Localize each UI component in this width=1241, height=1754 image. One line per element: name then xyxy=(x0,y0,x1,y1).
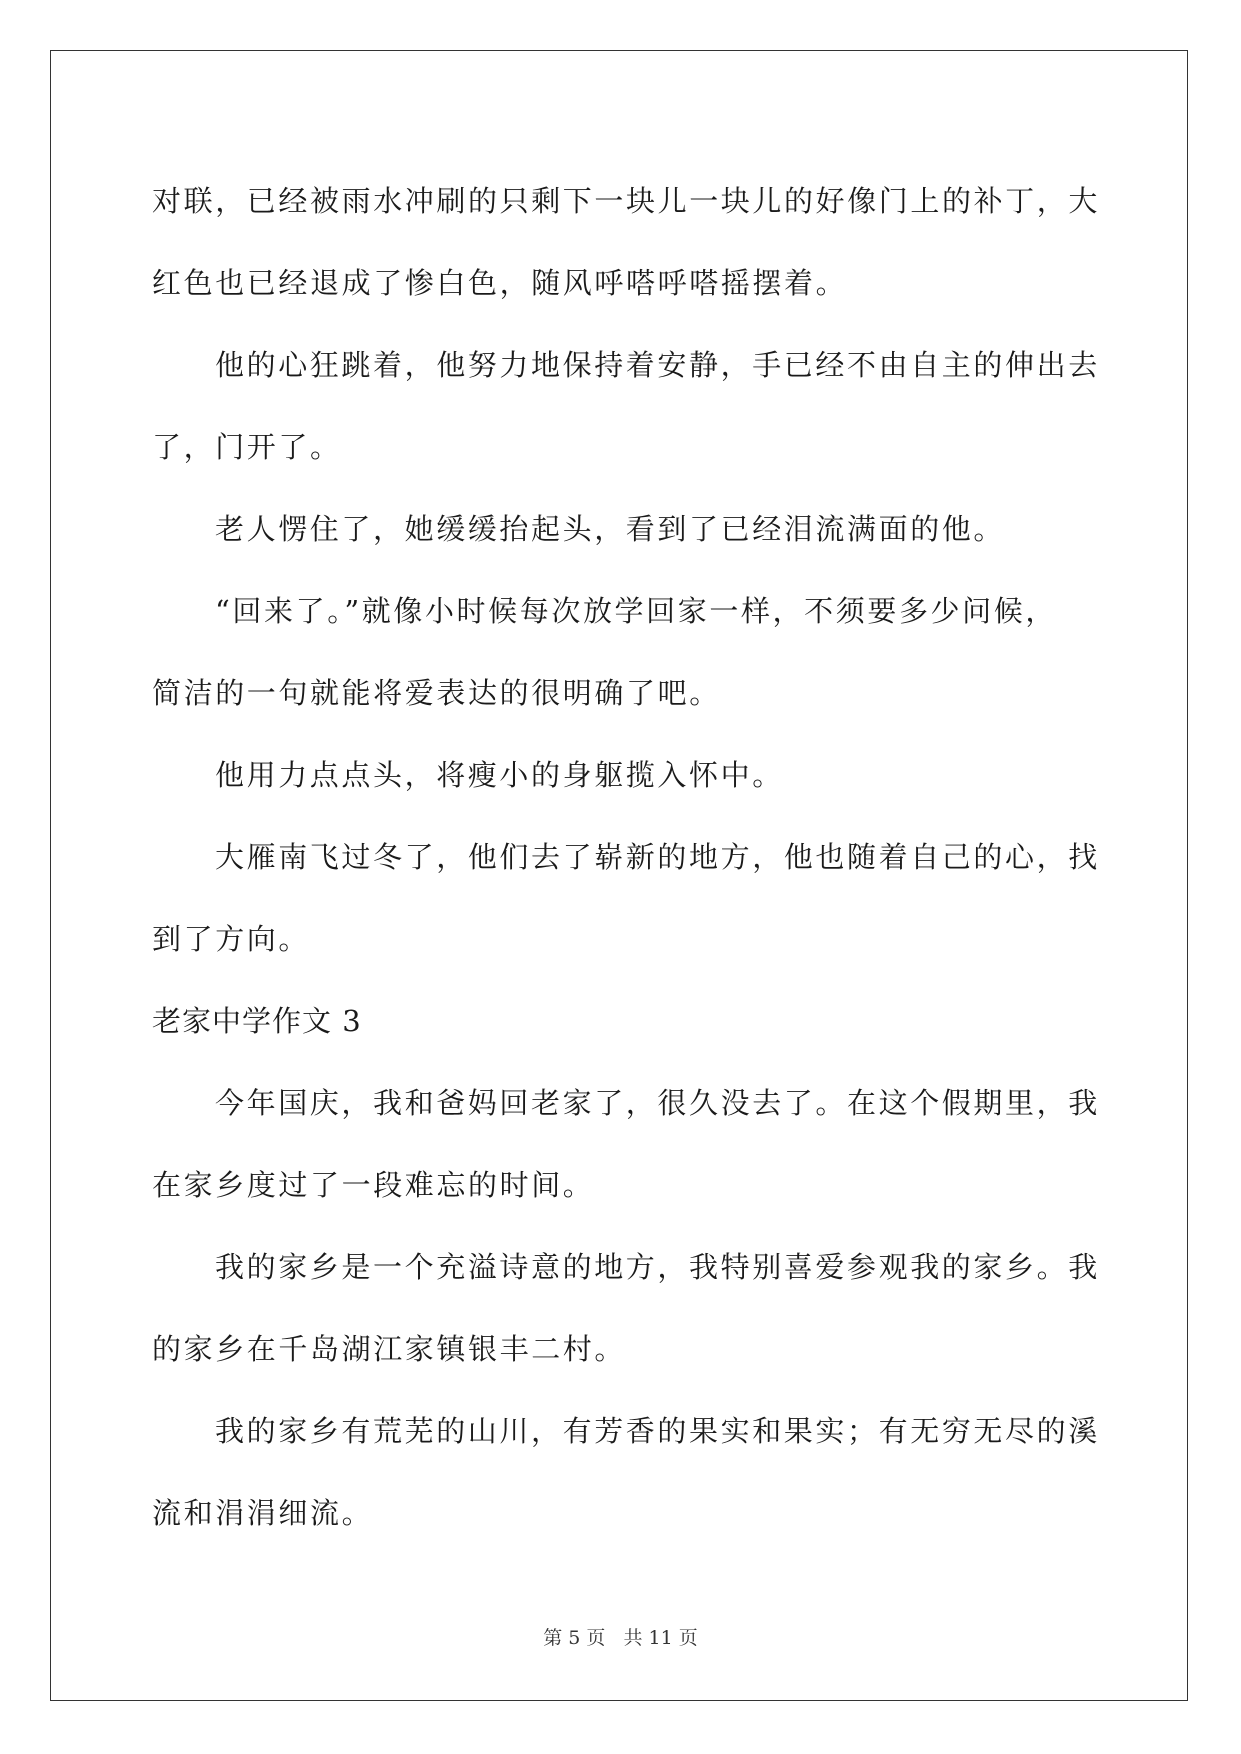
text-line: 今年国庆，我和爸妈回老家了，很久没去了。在这个假期里，我 xyxy=(215,1086,1100,1120)
page-number-current: 第 5 页 xyxy=(543,1627,606,1649)
text-line: 大雁南飞过冬了，他们去了崭新的地方，他也随着自己的心，找 xyxy=(215,840,1100,874)
text-line: 流和涓涓细流。 xyxy=(152,1496,374,1530)
section-heading: 老家中学作文 3 xyxy=(152,1004,362,1038)
text-line: 他用力点点头，将瘦小的身躯揽入怀中。 xyxy=(215,758,784,792)
text-line: 我的家乡有荒芜的山川，有芳香的果实和果实；有无穷无尽的溪 xyxy=(215,1414,1100,1448)
text-line: 简洁的一句就能将爱表达的很明确了吧。 xyxy=(152,676,721,710)
text-line: 他的心狂跳着，他努力地保持着安静，手已经不由自主的伸出去 xyxy=(215,348,1100,382)
text-line: 的家乡在千岛湖江家镇银丰二村。 xyxy=(152,1332,627,1366)
text-line: “回来了。”就像小时候每次放学回家一样，不须要多少问候， xyxy=(215,594,1057,628)
text-line: 红色也已经退成了惨白色，随风呼嗒呼嗒摇摆着。 xyxy=(152,266,848,300)
text-line: 了，门开了。 xyxy=(152,430,342,464)
text-line: 我的家乡是一个充溢诗意的地方，我特别喜爱参观我的家乡。我 xyxy=(215,1250,1100,1284)
page-footer xyxy=(0,1623,1241,1650)
document-body xyxy=(152,160,1101,1554)
text-line: 对联，已经被雨水冲刷的只剩下一块儿一块儿的好像门上的补丁，大 xyxy=(152,184,1101,218)
text-line: 在家乡度过了一段难忘的时间。 xyxy=(152,1168,595,1202)
page-number-total: 共 11 页 xyxy=(623,1627,698,1649)
text-line: 到了方向。 xyxy=(152,922,311,956)
text-line: 老人愣住了，她缓缓抬起头，看到了已经泪流满面的他。 xyxy=(215,512,1006,546)
